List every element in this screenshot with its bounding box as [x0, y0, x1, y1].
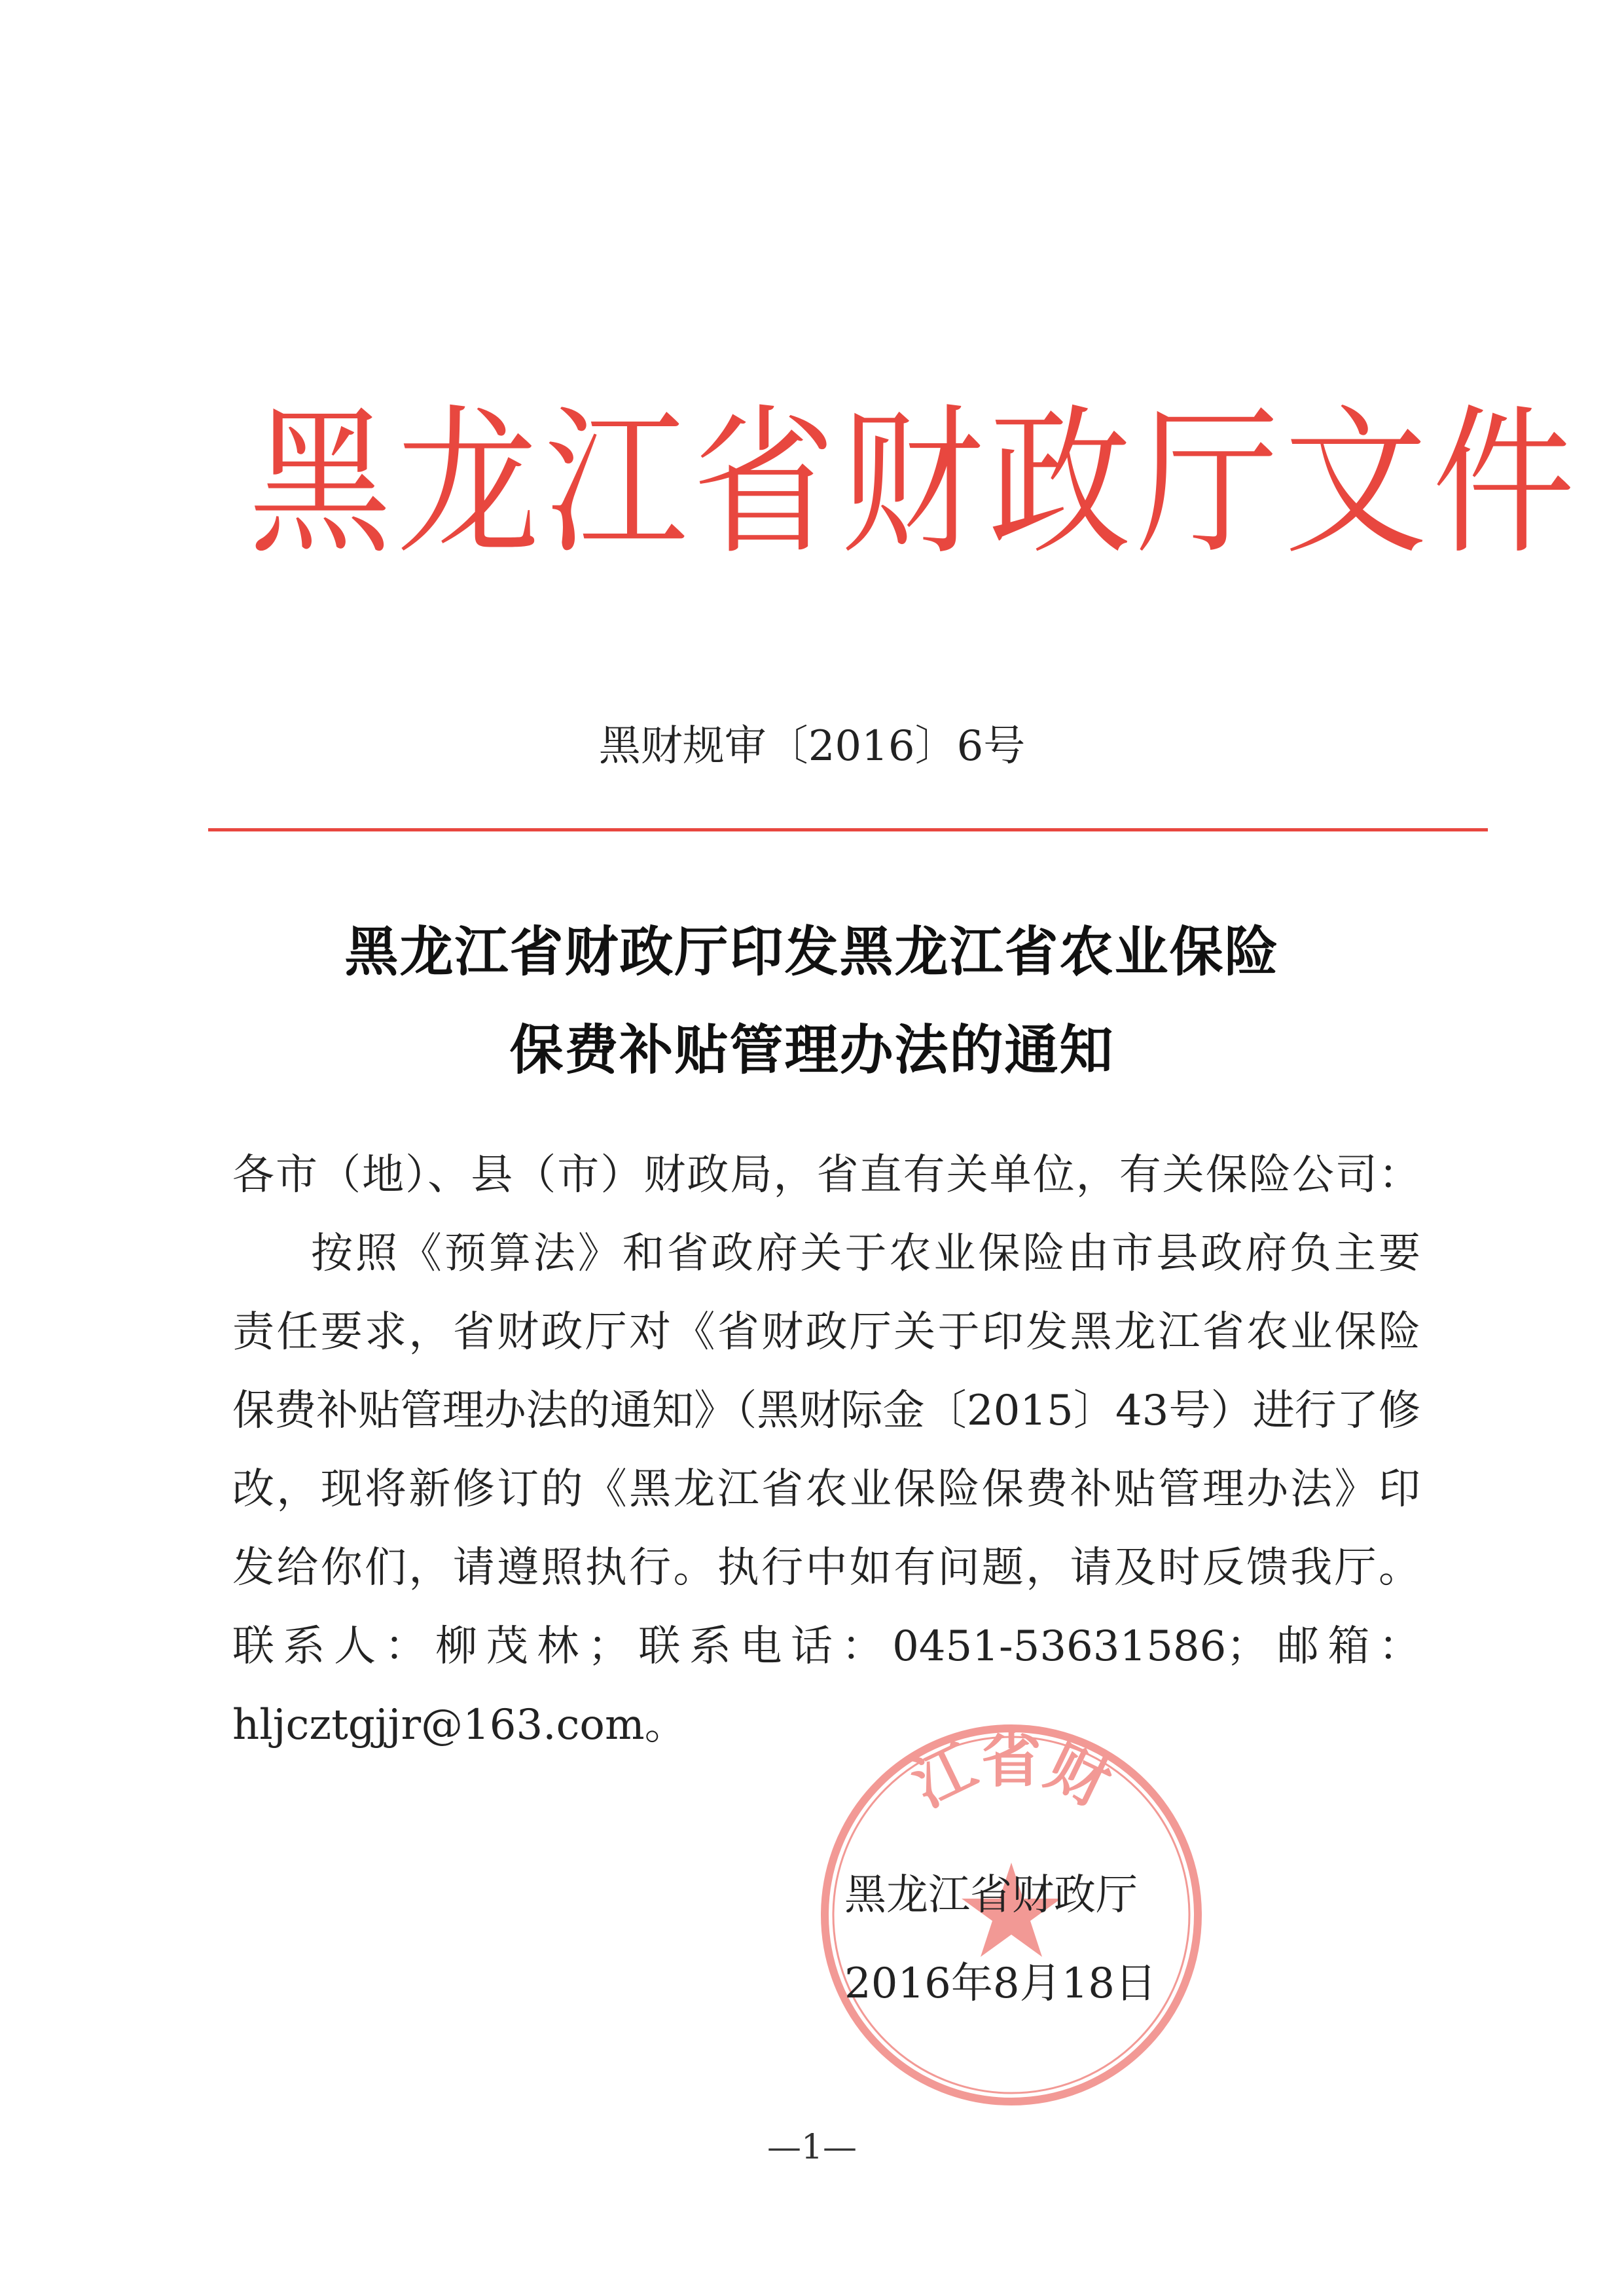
contact-line: 联系人：柳茂林；联系电话：0451-53631586；邮箱： [232, 1622, 1420, 1671]
email-line: hljcztgjjr@163.com。 [232, 1701, 687, 1749]
body-line-4: 改，现将新修订的《黑龙江省农业保险保费补贴管理办法》印 [232, 1465, 1420, 1514]
page-number: —1— [767, 2128, 857, 2167]
svg-text:江省财 [902, 1725, 1121, 1820]
body-line-1: 按照《预算法》和省政府关于农业保险由市县政府负主要 [311, 1230, 1420, 1278]
seal-text: 江省财 [901, 1725, 1121, 1821]
body-line-5: 发给你们，请遵照执行。执行中如有问题，请及时反馈我厅。 [232, 1544, 1420, 1592]
salutation-line: 各市（地）、县（市）财政局，省直有关单位，有关保险公司： [232, 1151, 1420, 1199]
notice-title-line-1: 黑龙江省财政厅印发黑龙江省农业保险 [344, 921, 1280, 983]
signing-organization: 黑龙江省财政厅 [844, 1871, 1138, 1920]
red-divider-line [208, 828, 1488, 831]
document-number: 黑财规审〔2016〕6号 [598, 722, 1026, 771]
body-line-2: 责任要求，省财政厅对《省财政厅关于印发黑龙江省农业保险 [232, 1308, 1420, 1357]
body-line-3: 保费补贴管理办法的通知》（黑财际金〔2015〕43号）进行了修 [232, 1387, 1420, 1435]
signing-date: 2016年8月18日 [844, 1959, 1157, 2008]
masthead-title: 黑龙江省财政厅文件 [249, 390, 1580, 577]
notice-title-line-2: 保费补贴管理办法的通知 [509, 1019, 1115, 1082]
